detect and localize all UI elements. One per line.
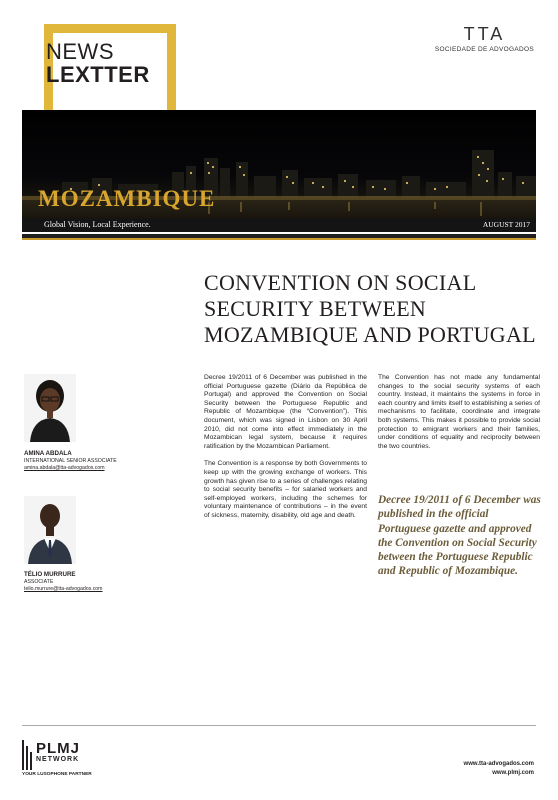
plmj-logo-text: PLMJ (36, 740, 81, 757)
article-paragraph: The Convention has not made any fundamental changes to the social security systems of each country. Instead, it maintains the systems in force in each country and limits itself to establishing a series of mechanisms to facilitate, coordinate and integrate both systems. This makes it possible to provide social protection to emigrant workers and their families, under conditions of equality and reciprocity between the two countries. (378, 374, 540, 450)
person-email-link[interactable]: amina.abdala@tta-advogados.com (24, 465, 105, 471)
issue-date: AUGUST 2017 (482, 220, 530, 229)
tta-logo-mark: TTA (463, 24, 506, 44)
portrait-image (24, 496, 76, 564)
article-column-2 (378, 374, 540, 460)
person-role: INTERNATIONAL SENIOR ASSOCIATE (24, 458, 117, 464)
person-name: AMINA ABDALA (24, 450, 72, 457)
footer-divider (22, 725, 536, 726)
person-email-link[interactable]: telio.murrure@tta-advogados.com (24, 586, 103, 592)
portrait-image (24, 374, 76, 442)
banner-country-title: MOZAMBIQUE (38, 186, 216, 211)
banner-tagline: Global Vision, Local Experience. (44, 220, 151, 229)
skyline-image (22, 110, 536, 232)
tta-logo-subtitle: SOCIEDADE DE ADVOGADOS (434, 46, 534, 53)
article-paragraph: The Convention is a response by both Governments to keep up with the growing exchange of workers. This growth has given rise to a series of challenges relating to social security benefits – for salaried workers and self-employed workers, including the schemes for voluntary maintenance of contributions – in the event of sickness, maternity, disability, old age and death. (204, 460, 367, 519)
avatar-amina-abdala (24, 374, 76, 442)
article-paragraph: Decree 19/2011 of 6 December was published in the official Portuguese gazette (Diário da República de Portugal) and approved the Convention on Social Security between the Portuguese Republic and Republic of Mozambique (the “Convention”). This document, which was signed in Lisbon on 30 April 2010, did not come into effect immediately in the Mozambican legal system, because it requires ratification by the Mozambican Parliament. (204, 374, 367, 450)
article-title-line3: MOZAMBIQUE AND PORTUGAL (204, 322, 536, 347)
person-name: TÉLIO MURRURE (24, 571, 76, 578)
person-card-telio-murrure (24, 571, 174, 592)
plmj-network-text: NETWORK (36, 756, 80, 763)
plmj-tagline: YOUR LUSOPHONE PARTNER (22, 772, 92, 777)
pull-quote: Decree 19/2011 of 6 December was published in the official Portuguese gazette and approved the Convention on Social Security between the Portuguese Republic and Republic of Mozambique. (378, 494, 541, 578)
newsletter-title-line2: LEXTTER (46, 62, 150, 87)
tta-logo (435, 24, 534, 53)
footer-links (464, 760, 534, 778)
article-title-line2: SECURITY BETWEEN (204, 296, 427, 321)
plmj-bars-icon (22, 740, 32, 770)
newsletter-title-line1: NEWS (46, 39, 114, 64)
article-title (204, 270, 544, 348)
person-card-amina-abdala (24, 450, 174, 471)
avatar-telio-murrure (24, 496, 76, 564)
gold-divider-line (22, 238, 536, 240)
city-skyline-banner (22, 110, 536, 232)
person-role: ASSOCIATE (24, 579, 54, 585)
article-column-1 (204, 374, 367, 530)
footer-link-tta[interactable]: www.tta-advogados.com (463, 761, 534, 767)
article-title-line1: CONVENTION ON SOCIAL (204, 270, 477, 295)
footer-link-plmj[interactable]: www.plmj.com (492, 770, 534, 776)
newsletter-title (46, 40, 150, 86)
